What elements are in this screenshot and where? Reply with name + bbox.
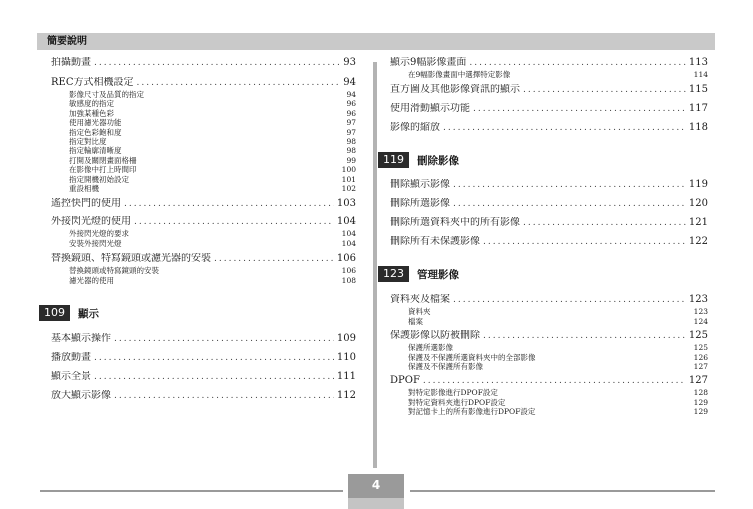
toc-subentry[interactable] <box>390 362 708 371</box>
toc-page-number: 122 <box>688 236 708 248</box>
toc-entry-label: 基本顯示操作 <box>51 333 111 345</box>
toc-entry-label: 播放動畫 <box>51 352 91 364</box>
dot-leader <box>473 103 686 115</box>
dot-leader <box>124 198 334 210</box>
toc-page-number: 98 <box>346 146 356 156</box>
section-heading-delete <box>378 152 708 168</box>
toc-page-number: 96 <box>346 99 356 109</box>
toc-entry-label: 對特定影像進行DPOF設定 <box>408 388 498 398</box>
dot-leader <box>453 198 686 210</box>
toc-page-number: 110 <box>336 352 356 364</box>
toc-entry-label: 拍攝動畫 <box>51 57 91 68</box>
toc-entry[interactable] <box>51 352 356 364</box>
toc-page-number: 106 <box>341 266 356 276</box>
toc-entry-label: 打開及關閉畫面格柵 <box>69 155 137 165</box>
toc-entry[interactable] <box>390 236 708 248</box>
section-title: 刪除影像 <box>417 154 459 167</box>
toc-page-number: 124 <box>693 316 708 326</box>
header-bar <box>37 33 715 50</box>
section-number: 123 <box>378 266 409 282</box>
toc-entry[interactable] <box>51 333 356 345</box>
toc-entry[interactable] <box>390 330 708 342</box>
section-heading-manage <box>378 266 708 282</box>
toc-entry-label: 保護所選影像 <box>408 343 453 353</box>
column-divider <box>373 62 377 468</box>
toc-subentry[interactable] <box>51 276 356 285</box>
toc-right-column <box>383 53 708 417</box>
toc-subentry[interactable] <box>51 165 356 174</box>
toc-entry-label: 替換鏡頭、特寫鏡頭或濾光器的安裝 <box>51 253 211 265</box>
toc-entry[interactable] <box>51 57 356 69</box>
toc-subentry[interactable] <box>51 156 356 165</box>
toc-entry[interactable] <box>390 57 708 69</box>
toc-entry-label: DPOF <box>390 375 420 387</box>
toc-page-number: 112 <box>336 390 356 402</box>
section-title: 管理影像 <box>417 268 459 281</box>
toc-entry[interactable] <box>51 198 356 210</box>
toc-entry-label: 敏感度的指定 <box>69 99 114 109</box>
dot-leader <box>453 179 686 191</box>
toc-entry-label: 顯示9幅影像畫面 <box>390 57 467 68</box>
toc-subentry[interactable] <box>51 229 356 238</box>
toc-page-number: 108 <box>341 275 356 285</box>
toc-page-number: 99 <box>346 155 356 165</box>
toc-entry[interactable] <box>390 84 708 96</box>
toc-page-number: 111 <box>336 371 356 383</box>
toc-subentry[interactable] <box>390 388 708 397</box>
toc-page-number: 98 <box>346 137 356 147</box>
toc-page-number: 96 <box>346 108 356 118</box>
toc-entry[interactable] <box>51 390 356 402</box>
toc-entry-label: 使用滑動顯示功能 <box>390 103 470 115</box>
toc-subentry[interactable] <box>390 353 708 362</box>
toc-page-number: 117 <box>688 103 708 115</box>
toc-page-number: 127 <box>688 375 708 387</box>
toc-subentry[interactable] <box>390 343 708 352</box>
toc-entry[interactable] <box>390 179 708 191</box>
toc-entry-label: 刪除所有未保護影像 <box>390 236 480 248</box>
toc-entry-label: 使用濾光器功能 <box>69 118 122 128</box>
footer-rule-left <box>40 490 343 492</box>
toc-entry-label: 濾光器的使用 <box>69 275 114 285</box>
toc-entry-label: 指定輪廓清晰度 <box>69 146 122 156</box>
toc-subentry[interactable] <box>390 317 708 326</box>
toc-entry-label: 保護影像以防被刪除 <box>390 330 480 342</box>
toc-subentry[interactable] <box>390 70 708 79</box>
toc-entry-label: 在9幅影像畫面中選擇特定影像 <box>408 70 511 79</box>
toc-subentry[interactable] <box>390 407 708 416</box>
toc-entry[interactable] <box>390 122 708 134</box>
toc-subentry[interactable] <box>51 146 356 155</box>
toc-entry-label: 外接閃光燈的使用 <box>51 216 131 228</box>
dot-leader <box>134 216 334 228</box>
toc-entry-label: 指定開機初始設定 <box>69 174 129 184</box>
toc-page-number: 106 <box>336 253 356 265</box>
toc-page-number: 123 <box>688 294 708 306</box>
toc-page-number: 94 <box>346 90 356 99</box>
toc-entry-label: 影像尺寸及品質的指定 <box>69 90 144 99</box>
dot-leader <box>94 57 340 69</box>
toc-page-number: 97 <box>346 127 356 137</box>
toc-entry[interactable] <box>51 216 356 228</box>
toc-entry[interactable] <box>390 375 708 387</box>
toc-page-number: 104 <box>341 238 356 248</box>
toc-page-number: 129 <box>693 397 708 407</box>
dot-leader <box>483 330 686 342</box>
toc-subentry[interactable] <box>51 137 356 146</box>
toc-entry-label: 安裝外接閃光燈 <box>69 238 122 248</box>
dot-leader <box>469 57 686 69</box>
dot-leader <box>114 333 334 345</box>
dot-leader <box>214 253 334 265</box>
dot-leader <box>443 122 686 134</box>
toc-page-number: 129 <box>693 407 708 417</box>
page-number-tab <box>348 474 404 509</box>
toc-entry-label: 在影像中打上時間印 <box>69 165 137 175</box>
dot-leader <box>483 236 686 248</box>
toc-subentry[interactable] <box>51 109 356 118</box>
dot-leader <box>523 217 686 229</box>
toc-page-number: 101 <box>341 174 356 184</box>
section-number: 109 <box>39 305 70 321</box>
toc-entry-label: 顯示全景 <box>51 371 91 383</box>
toc-entry-label: 對記憶卡上的所有影像進行DPOF設定 <box>408 407 536 417</box>
toc-entry-label: 指定對比度 <box>69 137 107 147</box>
toc-page-number: 115 <box>688 84 708 96</box>
toc-page-number: 100 <box>341 165 356 175</box>
toc-page-number: 126 <box>693 352 708 362</box>
toc-page-number: 120 <box>688 198 708 210</box>
toc-entry-label: 遙控快門的使用 <box>51 198 121 210</box>
toc-entry[interactable] <box>390 198 708 210</box>
toc-entry-label: 外接閃光燈的要求 <box>69 229 129 239</box>
toc-page-number: 118 <box>688 122 708 134</box>
toc-subentry[interactable] <box>51 90 356 99</box>
toc-subentry[interactable] <box>51 175 356 184</box>
toc-subentry[interactable] <box>51 128 356 137</box>
toc-entry-label: 放大顯示影像 <box>51 390 111 402</box>
toc-entry[interactable] <box>51 77 356 89</box>
toc-entry-label: 刪除顯示影像 <box>390 179 450 191</box>
toc-entry-label: 指定色彩飽和度 <box>69 127 122 137</box>
toc-entry-label: 影像的縮放 <box>390 122 440 134</box>
toc-page-number: 104 <box>341 229 356 239</box>
page-number: 4 <box>371 478 381 492</box>
toc-entry-label: 直方圖及其他影像資訊的顯示 <box>390 84 520 96</box>
toc-page-number: 125 <box>688 330 708 342</box>
toc-entry-label: 重設相機 <box>69 184 99 194</box>
dot-leader <box>136 77 340 89</box>
toc-entry-label: 刪除所選影像 <box>390 198 450 210</box>
toc-subentry[interactable] <box>51 266 356 275</box>
toc-subentry[interactable] <box>51 184 356 193</box>
toc-page-number: 97 <box>346 118 356 128</box>
toc-page-number: 121 <box>688 217 708 229</box>
toc-page-number: 103 <box>336 198 356 210</box>
toc-page-number: 127 <box>693 362 708 372</box>
toc-entry[interactable] <box>390 294 708 306</box>
page-title: 簡要說明 <box>47 36 87 47</box>
dot-leader <box>453 294 686 306</box>
toc-entry-label: 保護及不保護所有影像 <box>408 362 483 372</box>
toc-subentry[interactable] <box>390 307 708 316</box>
toc-left-column <box>44 53 356 402</box>
section-number: 119 <box>378 152 409 168</box>
dot-leader <box>114 390 334 402</box>
toc-page-number: 94 <box>343 77 356 88</box>
toc-page-number: 123 <box>693 307 708 317</box>
toc-subentry[interactable] <box>51 118 356 127</box>
toc-entry-label: 替換鏡頭或特寫鏡頭的安裝 <box>69 266 159 276</box>
toc-page-number: 109 <box>336 333 356 345</box>
toc-page-number: 113 <box>688 57 708 68</box>
toc-page-number: 114 <box>693 70 708 79</box>
toc-page-number: 119 <box>688 179 708 191</box>
section-heading-display <box>39 305 356 321</box>
toc-page-number: 93 <box>343 57 356 68</box>
toc-subentry[interactable] <box>390 398 708 407</box>
toc-entry-label: 資料夾 <box>408 307 431 317</box>
toc-entry-label: 保護及不保護所選資料夾中的全部影像 <box>408 352 536 362</box>
toc-entry[interactable] <box>390 103 708 115</box>
toc-entry-label: 檔案 <box>408 316 423 326</box>
toc-entry-label: REC方式相機設定 <box>51 77 134 88</box>
dot-leader <box>523 84 686 96</box>
toc-page-number: 104 <box>336 216 356 228</box>
toc-page-number: 128 <box>693 388 708 398</box>
toc-entry[interactable] <box>51 253 356 265</box>
toc-entry[interactable] <box>51 371 356 383</box>
toc-page-number: 102 <box>341 184 356 194</box>
toc-subentry[interactable] <box>51 99 356 108</box>
footer-rule-right <box>410 490 715 492</box>
toc-entry-label: 刪除所選資料夾中的所有影像 <box>390 217 520 229</box>
toc-entry-label: 資料夾及檔案 <box>390 294 450 306</box>
dot-leader <box>423 375 686 387</box>
toc-page-number: 125 <box>693 343 708 353</box>
toc-subentry[interactable] <box>51 239 356 248</box>
dot-leader <box>94 352 334 364</box>
toc-entry-label: 對特定資料夾進行DPOF設定 <box>408 397 506 407</box>
section-title: 顯示 <box>78 307 99 320</box>
toc-entry[interactable] <box>390 217 708 229</box>
toc-entry-label: 加強某種色彩 <box>69 108 114 118</box>
dot-leader <box>94 371 334 383</box>
